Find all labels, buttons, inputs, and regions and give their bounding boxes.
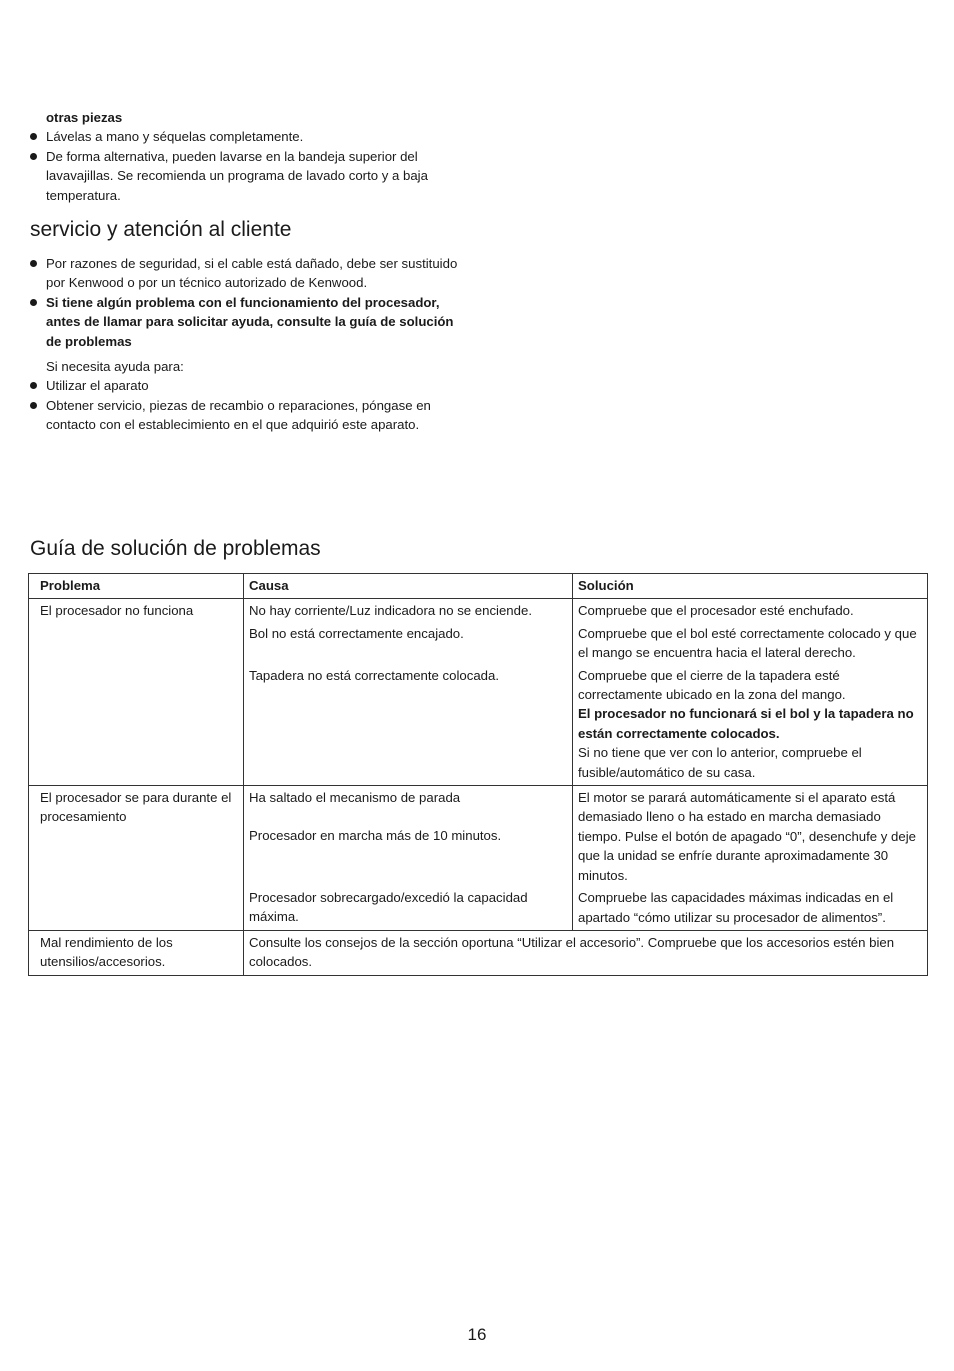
bullet-text: Obtener servicio, piezas de recambio o reparaciones, póngase en contacto con el establecimiento en el que adquirió este aparato. — [46, 397, 431, 433]
solution-entry: Si no tiene que ver con lo anterior, compruebe el fusible/automático de su casa. — [578, 745, 862, 780]
cause-entry: No hay corriente/Luz indicadora no se enciende. — [249, 603, 532, 619]
header-solution: Solución — [573, 574, 928, 599]
solution-cell — [573, 786, 928, 931]
cause-cell — [244, 599, 573, 786]
help-intro: Si necesita ayuda para: — [46, 359, 184, 375]
cleaning-bullets — [28, 127, 468, 205]
cleaning-subheading: otras piezas — [46, 110, 123, 125]
bullet-dot-icon — [30, 402, 37, 409]
header-cause: Causa — [244, 574, 573, 599]
bullet-text: Lávelas a mano y séquelas completamente. — [46, 129, 304, 145]
troubleshooting-heading: Guía de solución de problemas — [30, 537, 321, 560]
service-bullets — [28, 254, 458, 351]
bullet-text: De forma alternativa, pueden lavarse en la bandeja superior del lavavajillas. Se recomienda un programa de lavado corto y a baja temperatura. — [46, 148, 428, 203]
cause-entry: Bol no está correctamente encajado. — [249, 625, 464, 641]
solution-entry: Compruebe que el procesador esté enchufado. — [578, 603, 854, 619]
solution-entry: Compruebe las capacidades máximas indicadas en el apartado “cómo utilizar su procesador de alimentos”. — [578, 890, 894, 925]
page-number: 16 — [467, 1325, 487, 1344]
service-section — [28, 254, 458, 435]
table-row — [29, 599, 928, 786]
problem-cell: El procesador se para durante el procesamiento — [29, 786, 244, 931]
bullet-dot-icon — [30, 133, 37, 140]
solution-cell — [573, 599, 928, 786]
solution-entry: Compruebe que el bol esté correctamente colocado y que el mango se encuentra hacia el lateral derecho. — [578, 625, 917, 661]
bullet-dot-icon — [30, 260, 37, 267]
cause-entry: Procesador sobrecargado/excedió la capacidad máxima. — [249, 889, 528, 925]
bullet-dot-icon — [30, 153, 37, 160]
table-row — [29, 930, 928, 975]
list-item — [28, 127, 468, 146]
bullet-text: Utilizar el aparato — [46, 378, 149, 394]
cause-cell — [244, 786, 573, 931]
table-header-row — [29, 574, 928, 599]
problem-cell: Mal rendimiento de los utensilios/accesorios. — [29, 930, 244, 975]
solution-entry: Compruebe que el cierre de la tapadera esté correctamente ubicado en la zona del mango. — [578, 667, 846, 703]
cleaning-section — [28, 108, 468, 205]
solution-entry: El motor se parará automáticamente si el aparato está demasiado lleno o ha estado en marcha demasiado tiempo. Pulse el botón de apagado “0”, desenchufe y deje que la unidad se enfríe durante aproximadamente 30 minutos. — [578, 790, 916, 883]
help-bullets — [28, 376, 458, 434]
service-heading: servicio y atención al cliente — [30, 218, 292, 241]
header-problem: Problema — [29, 574, 244, 599]
table-row — [29, 786, 928, 931]
bullet-dot-icon — [30, 382, 37, 389]
bullet-text: Por razones de seguridad, si el cable está dañado, debe ser sustituido por Kenwood o por un técnico autorizado de Kenwood. — [46, 256, 458, 291]
list-item — [28, 254, 458, 293]
problem-cell: El procesador no funciona — [29, 599, 244, 786]
solution-warning: El procesador no funcionará si el bol y la tapadera no están correctamente colocados. — [578, 706, 914, 741]
list-item — [28, 396, 458, 435]
list-item — [28, 376, 458, 395]
cause-entry: Procesador en marcha más de 10 minutos. — [249, 828, 502, 844]
bullet-text: Si tiene algún problema con el funcionamiento del procesador, antes de llamar para solicitar ayuda, consulte la guía de solución de problemas — [46, 294, 454, 349]
list-item — [28, 293, 458, 351]
bullet-dot-icon — [30, 299, 37, 306]
cause-entry: Tapadera no está correctamente colocada. — [249, 668, 499, 684]
cause-entry: Ha saltado el mecanismo de parada — [249, 790, 461, 806]
troubleshooting-table — [28, 573, 928, 976]
merged-cause-solution-cell: Consulte los consejos de la sección oportuna “Utilizar el accesorio”. Compruebe que los accesorios estén bien colocados. — [244, 930, 928, 975]
list-item — [28, 147, 468, 205]
